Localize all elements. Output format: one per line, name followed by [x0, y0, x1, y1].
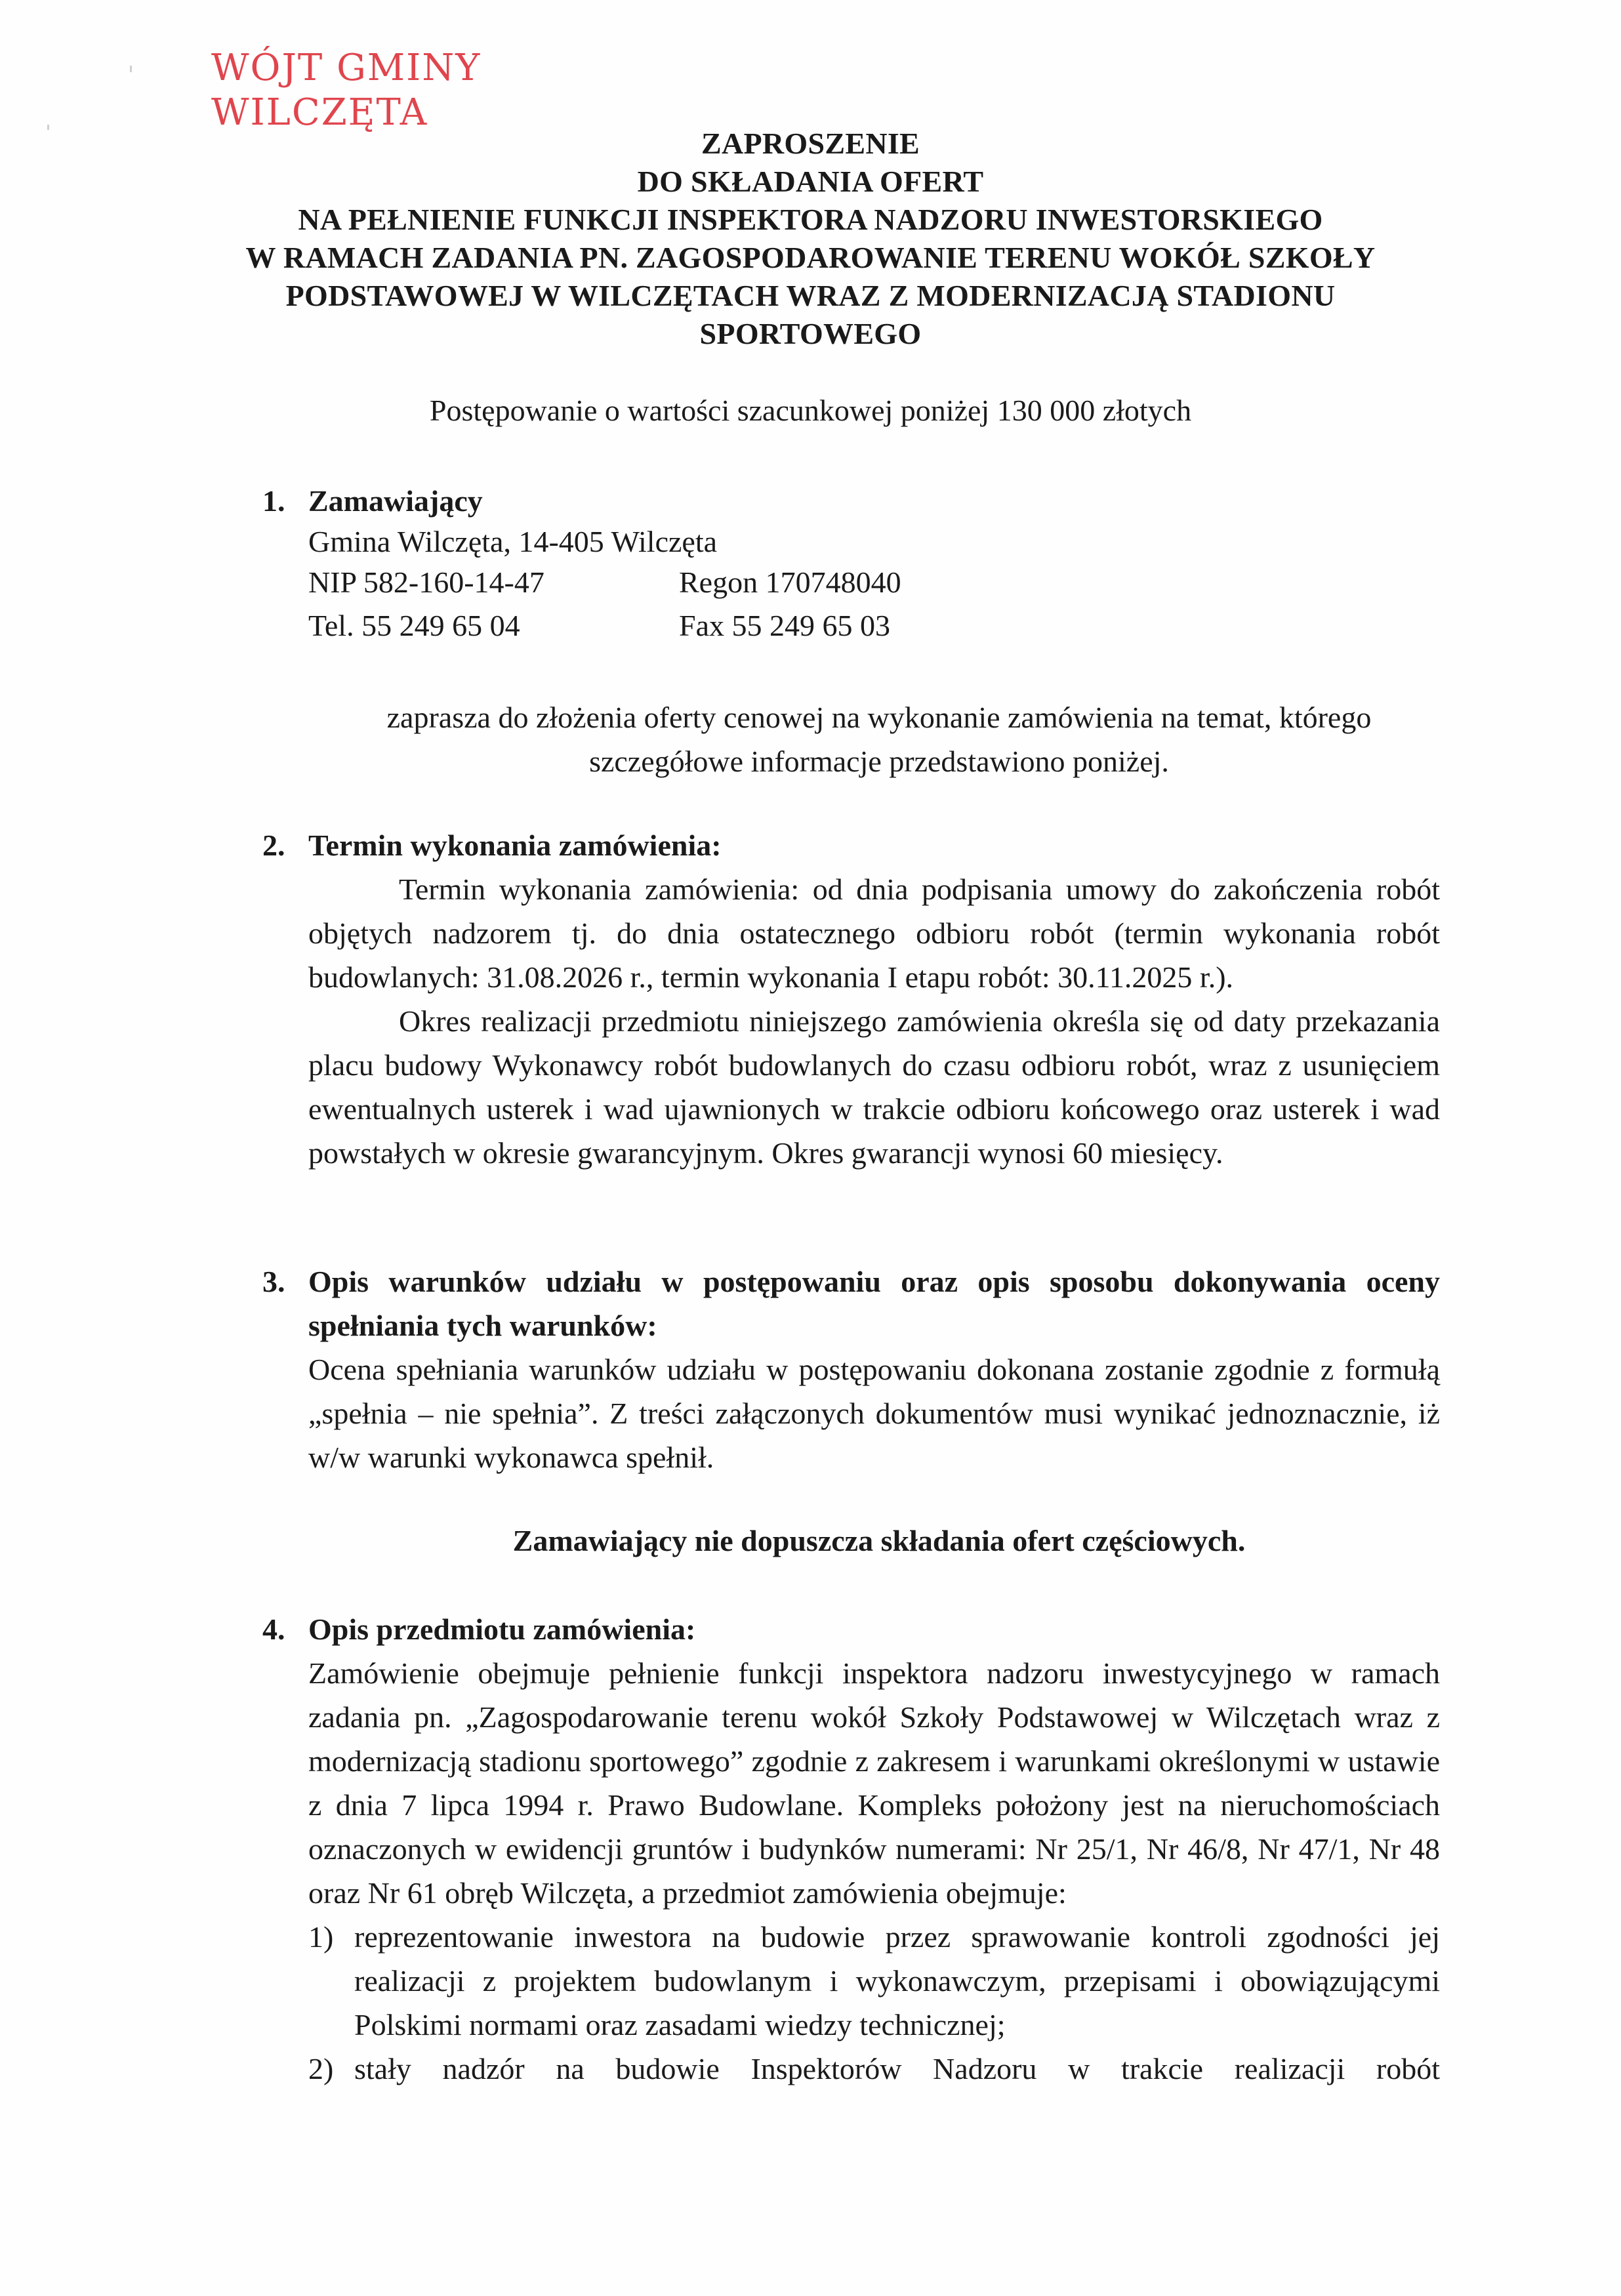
authority-ids-row	[262, 561, 1440, 604]
section-contracting-authority	[262, 479, 1440, 647]
stamp-line-1: WÓJT GMINY	[211, 47, 482, 89]
section-number: 1.	[262, 484, 285, 518]
list-text: stały nadzór na budowie Inspektorów Nadzoru w trakcie realizacji robót	[354, 2052, 1440, 2085]
authority-contact-row	[262, 604, 1440, 647]
authority-address: Gmina Wilczęta, 14-405 Wilczęta	[308, 525, 718, 558]
list-number: 2)	[308, 2052, 334, 2085]
section-number: 4.	[262, 1612, 285, 1646]
title-line: W RAMACH ZADANIA PN. ZAGOSPODAROWANIE TERENU WOKÓŁ SZKOŁY	[245, 241, 1376, 274]
procedure-value-note: Postępowanie o wartości szacunkowej poniżej 130 000 złotych	[429, 394, 1192, 427]
scope-list-item	[262, 2047, 1440, 2091]
section-title: Opis warunków udziału w postępowaniu oraz opis sposobu dokonywania oceny spełniania tych warunków:	[308, 1265, 1440, 1342]
invitation-line: zaprasza do złożenia oferty cenowej na wykonanie zamówienia na temat, którego	[386, 701, 1372, 734]
section-title: Termin wykonania zamówienia:	[308, 829, 722, 862]
section-number: 3.	[262, 1265, 285, 1298]
section-heading	[262, 1260, 1440, 1347]
scope-list-item	[262, 1915, 1440, 2047]
authority-nip: NIP 582-160-14-47	[308, 565, 544, 599]
section-heading	[262, 1607, 1440, 1651]
scan-artifact	[130, 66, 132, 72]
invitation-line: szczegółowe informacje przedstawiono poniżej.	[589, 745, 1169, 778]
deadline-paragraph: Termin wykonania zamówienia: od dnia podpisania umowy do zakończenia robót objętych nadzorem tj. do dnia ostatecznego odbioru robót (termin wykonania robót budowlanych: 31.08.2026 r., termin wykonania I etapu robót: 30.11.2025 r.).	[308, 872, 1440, 994]
title-line: DO SKŁADANIA OFERT	[637, 165, 984, 198]
section-participation-conditions	[262, 1260, 1440, 1479]
authority-tel: Tel. 55 249 65 04	[308, 609, 520, 642]
official-stamp	[211, 46, 481, 135]
conditions-paragraph: Ocena spełniania warunków udziału w postępowaniu dokonana zostanie zgodnie z formułą „spełnia – nie spełnia”. Z treści załączonych dokumentów musi wynikać jednoznacznie, iż w/w warunki wykonawca spełnił.	[308, 1353, 1440, 1474]
section-deadline	[262, 823, 1440, 1175]
section-subject-description	[262, 1607, 1440, 2091]
document-title	[0, 125, 1621, 353]
title-line: PODSTAWOWEJ W WILCZĘTACH WRAZ Z MODERNIZACJĄ STADIONU	[285, 279, 1336, 312]
list-number: 1)	[308, 1920, 334, 1954]
section-heading	[262, 479, 1440, 523]
authority-fax: Fax 55 249 65 03	[679, 609, 890, 642]
stamp-line-2: WILCZĘTA	[211, 91, 428, 134]
realization-period-paragraph: Okres realizacji przedmiotu niniejszego zamówienia określa się od daty przekazania placu budowy Wykonawcy robót budowlanych do czasu odbioru robót, wraz z usunięciem ewentualnych usterek i wad ujawnionych w trakcie odbioru końcowego oraz usterek i wad powstałych w okresie gwarancyjnym. Okres gwarancji wynosi 60 miesięcy.	[308, 1004, 1440, 1170]
title-line: NA PEŁNIENIE FUNKCJI INSPEKTORA NADZORU INWESTORSKIEGO	[298, 203, 1323, 236]
invitation-text	[262, 695, 1496, 783]
partial-offers-notice: Zamawiający nie dopuszcza składania ofert częściowych.	[512, 1524, 1246, 1557]
title-line: SPORTOWEGO	[699, 317, 922, 350]
section-title: Opis przedmiotu zamówienia:	[308, 1612, 696, 1646]
title-line: ZAPROSZENIE	[701, 127, 920, 160]
section-heading	[262, 823, 1440, 867]
section-number: 2.	[262, 829, 285, 862]
section-title: Zamawiający	[308, 484, 483, 518]
subject-paragraph: Zamówienie obejmuje pełnienie funkcji inspektora nadzoru inwestycyjnego w ramach zadania pn. „Zagospodarowanie terenu wokół Szkoły Podstawowej w Wilczętach wraz z modernizacją stadionu sportowego” zgodnie z zakresem i warunkami określonymi w ustawie z dnia 7 lipca 1994 r. Prawo Budowlane. Kompleks położony jest na nieruchomościach oznaczonych w ewidencji gruntów i budynków numerami: Nr 25/1, Nr 46/8, Nr 47/1, Nr 48 oraz Nr 61 obręb Wilczęta, a przedmiot zamówienia obejmuje:	[308, 1656, 1440, 1910]
list-text: reprezentowanie inwestora na budowie przez sprawowanie kontroli zgodności jej realizacji z projektem budowlanym i wykonawczym, przepisami i obowiązującymi Polskimi normami oraz zasadami wiedzy technicznej;	[354, 1920, 1440, 2041]
authority-regon: Regon 170748040	[679, 565, 901, 599]
